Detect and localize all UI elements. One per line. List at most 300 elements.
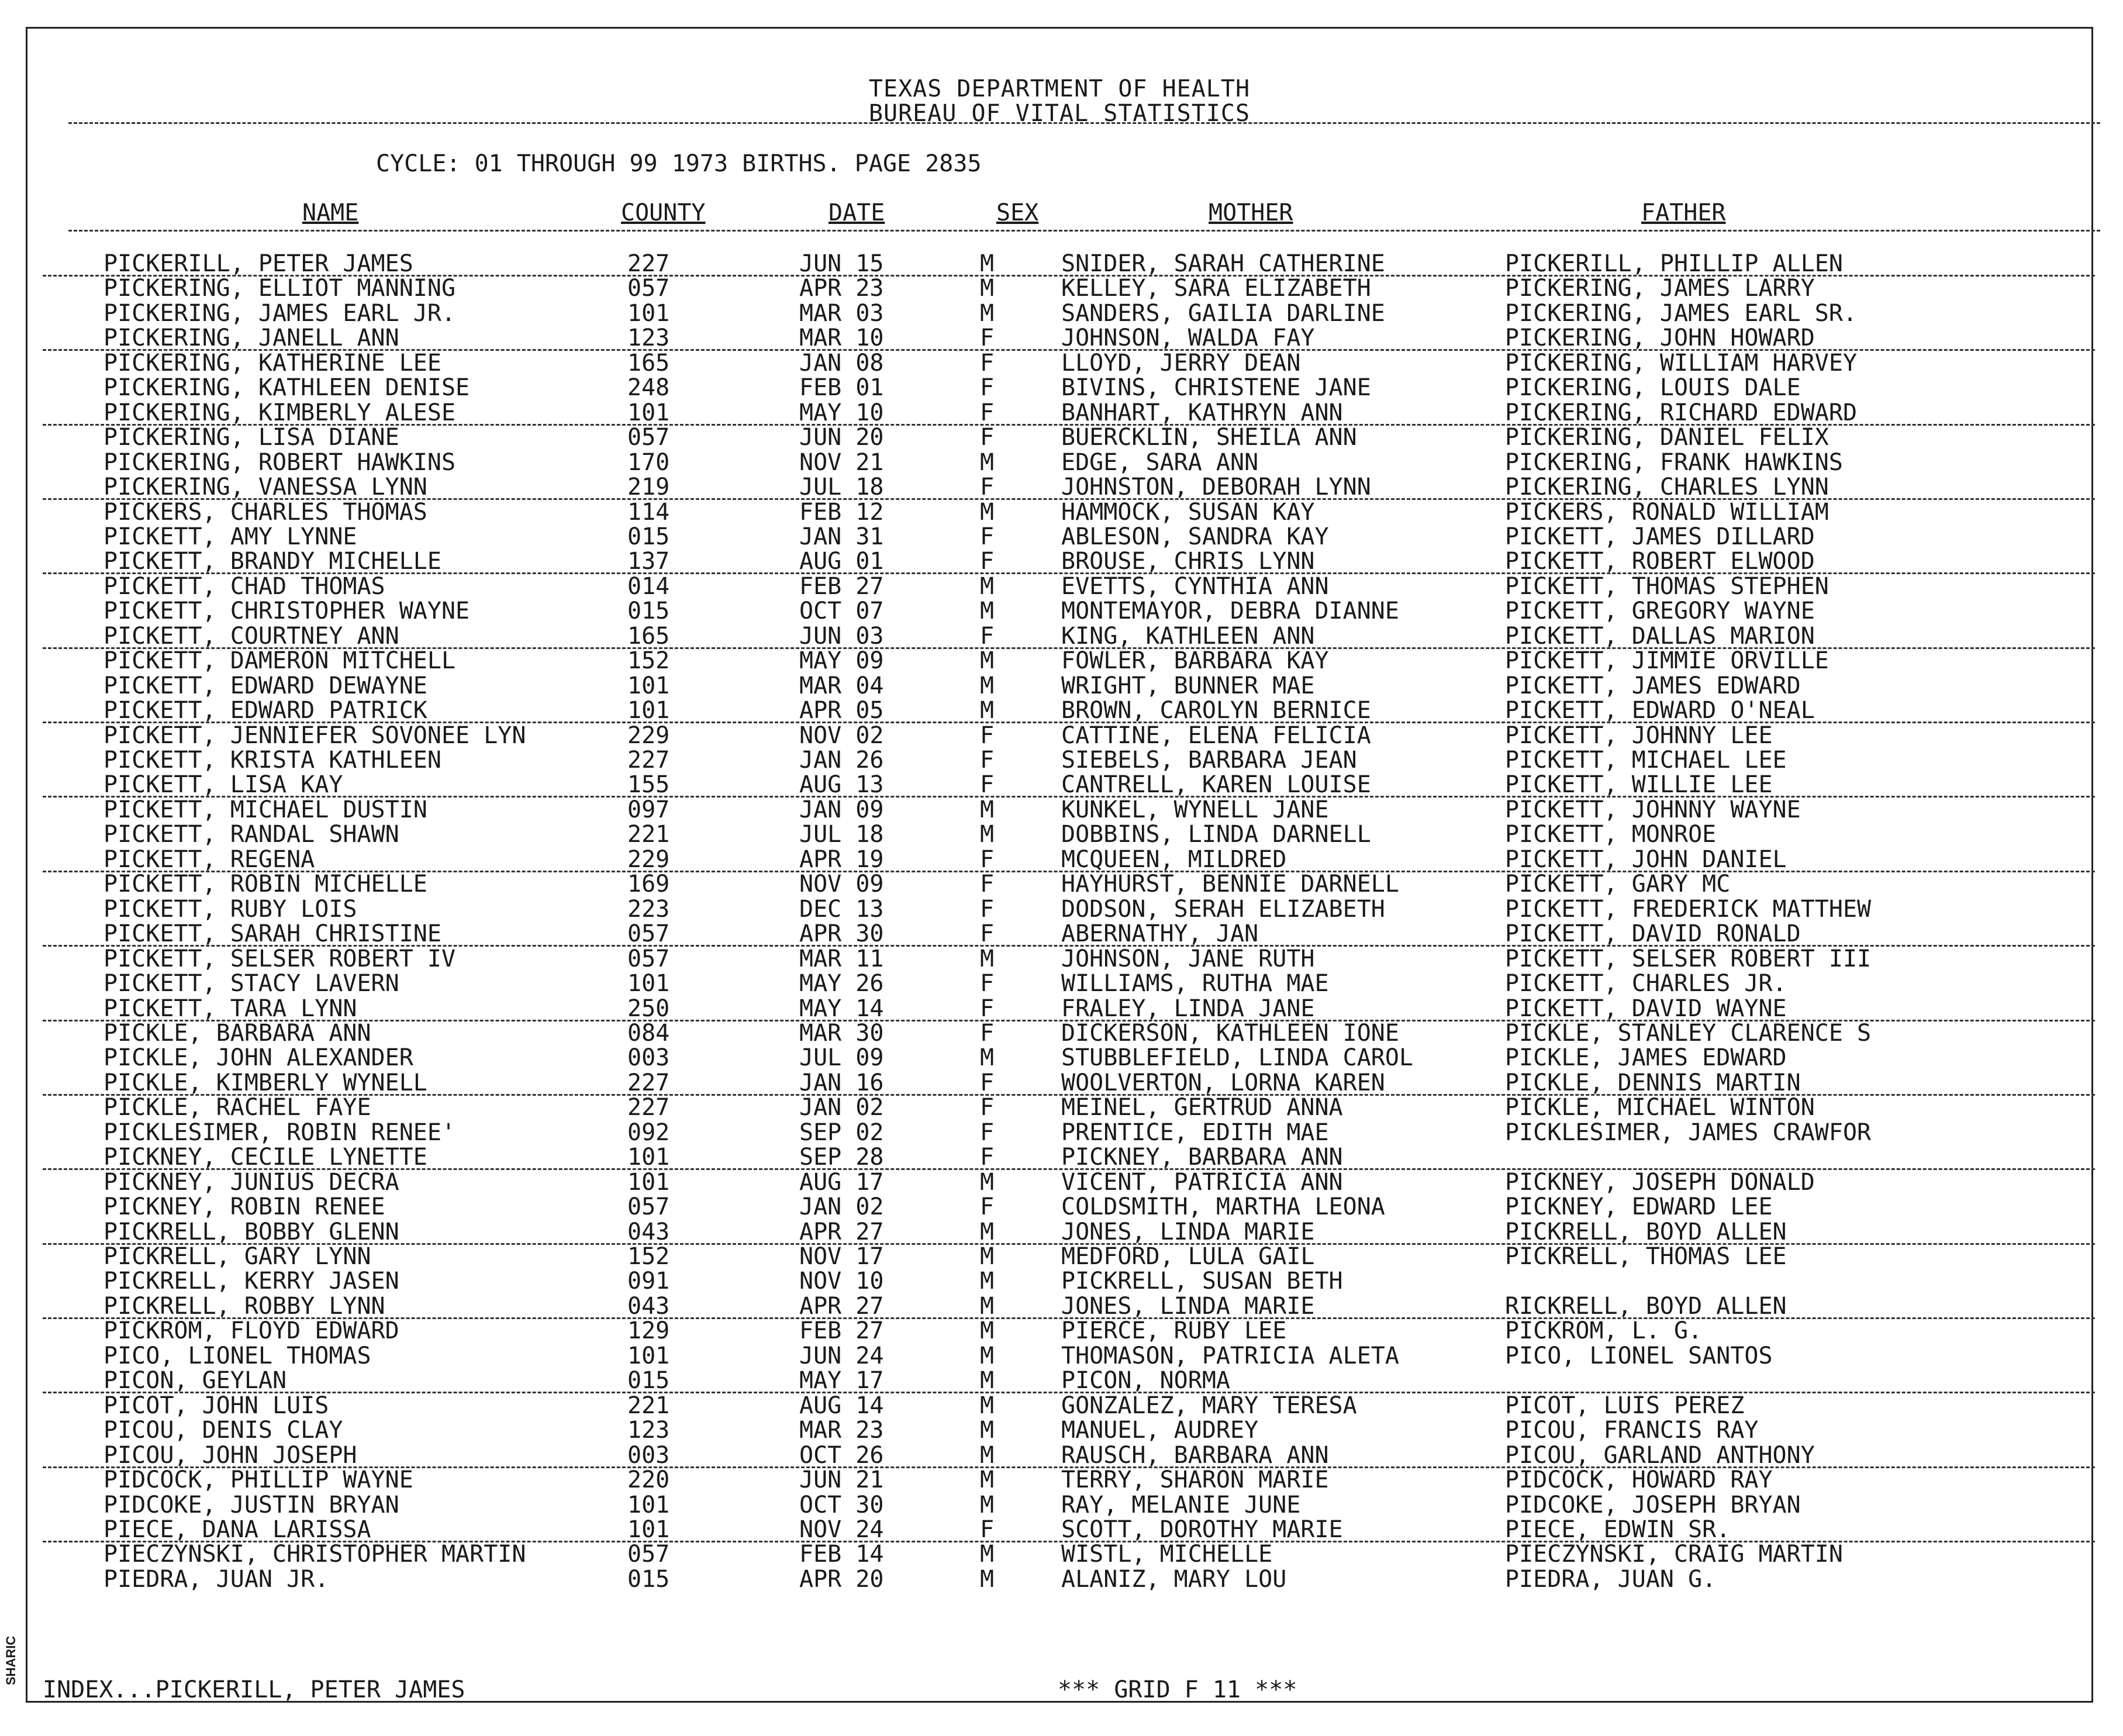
sex-cell: F xyxy=(980,722,995,749)
mother-cell: WRIGHT, BUNNER MAE xyxy=(1061,672,1315,699)
county-cell: 129 xyxy=(627,1317,670,1345)
county-cell: 152 xyxy=(627,647,670,675)
date-cell: FEB 01 xyxy=(799,374,884,402)
father-cell: PICKETT, WILLIE LEE xyxy=(1505,771,1773,799)
mother-cell: DOBBINS, LINDA DARNELL xyxy=(1061,821,1371,848)
county-cell: 221 xyxy=(627,821,670,848)
sex-cell: F xyxy=(980,1193,995,1221)
date-cell: JAN 02 xyxy=(799,1193,884,1221)
sex-cell: M xyxy=(980,1342,995,1369)
father-cell: PICKROM, L. G. xyxy=(1505,1317,1703,1345)
column-header-mother: MOTHER xyxy=(1209,199,1293,226)
father-cell: PICKETT, DAVID WAYNE xyxy=(1505,995,1787,1022)
mother-cell: HAMMOCK, SUSAN KAY xyxy=(1061,498,1315,526)
date-cell: NOV 10 xyxy=(799,1268,884,1295)
mother-cell: JONES, LINDA MARIE xyxy=(1061,1218,1315,1245)
table-row xyxy=(27,351,2095,376)
table-row xyxy=(27,375,2095,401)
county-cell: 137 xyxy=(627,548,670,575)
father-cell: PIECE, EDWIN SR. xyxy=(1505,1516,1731,1543)
mother-cell: ALANIZ, MARY LOU xyxy=(1061,1565,1287,1593)
table-row xyxy=(27,276,2095,301)
mother-cell: RAY, MELANIE JUNE xyxy=(1061,1491,1301,1518)
name-cell: PIECZYNSKI, CHRISTOPHER MARTIN xyxy=(103,1541,526,1568)
sex-cell: M xyxy=(980,1491,995,1518)
table-row xyxy=(27,772,2095,798)
date-cell: APR 30 xyxy=(799,920,884,948)
name-cell: PICKERING, VANESSA LYNN xyxy=(103,474,427,501)
county-cell: 101 xyxy=(627,1516,670,1543)
date-cell: APR 27 xyxy=(799,1292,884,1320)
father-cell: PICKETT, CHARLES JR. xyxy=(1505,970,1787,998)
father-cell: PICKETT, DALLAS MARION xyxy=(1505,622,1815,650)
county-cell: 015 xyxy=(627,523,670,550)
date-cell: JAN 31 xyxy=(799,523,884,550)
mother-cell: BUERCKLIN, SHEILA ANN xyxy=(1061,424,1357,451)
name-cell: PICON, GEYLAN xyxy=(103,1367,287,1395)
date-cell: MAR 23 xyxy=(799,1417,884,1444)
table-row xyxy=(27,1244,2095,1269)
county-cell: 101 xyxy=(627,1168,670,1196)
date-cell: JAN 16 xyxy=(799,1069,884,1096)
table-row xyxy=(27,251,2095,277)
name-cell: PICKETT, AMY LYNNE xyxy=(103,523,357,550)
county-cell: 091 xyxy=(627,1268,670,1295)
sex-cell: F xyxy=(980,995,995,1022)
table-row xyxy=(27,1120,2095,1145)
father-cell: PICKERING, RICHARD EDWARD xyxy=(1505,399,1858,426)
county-cell: 101 xyxy=(627,299,670,327)
table-row xyxy=(27,748,2095,773)
father-cell: PICKETT, MICHAEL LEE xyxy=(1505,747,1787,774)
father-cell: PICKERING, CHARLES LYNN xyxy=(1505,474,1829,501)
father-cell: PICKETT, SELSER ROBERT III xyxy=(1505,945,1872,972)
county-cell: 229 xyxy=(627,722,670,749)
county-cell: 101 xyxy=(627,697,670,724)
father-cell: PICKNEY, EDWARD LEE xyxy=(1505,1193,1773,1221)
county-cell: 123 xyxy=(627,1417,670,1444)
date-cell: FEB 14 xyxy=(799,1541,884,1568)
mother-cell: EDGE, SARA ANN xyxy=(1061,448,1259,476)
document-page xyxy=(26,27,2093,1703)
table-row xyxy=(27,500,2095,525)
sex-cell: M xyxy=(980,1392,995,1419)
table-row xyxy=(27,1443,2095,1468)
father-cell: PICKERING, LOUIS DALE xyxy=(1505,374,1801,402)
sex-cell: M xyxy=(980,250,995,277)
county-cell: 165 xyxy=(627,622,670,650)
name-cell: PICKETT, JENNIEFER SOVONEE LYN xyxy=(103,722,526,749)
date-cell: JAN 08 xyxy=(799,349,884,377)
table-row xyxy=(27,723,2095,748)
county-cell: 101 xyxy=(627,672,670,699)
department-title: TEXAS DEPARTMENT OF HEALTH xyxy=(868,75,1251,102)
sex-cell: M xyxy=(980,821,995,848)
county-cell: 015 xyxy=(627,598,670,625)
father-cell: PICO, LIONEL SANTOS xyxy=(1505,1342,1773,1369)
date-cell: APR 23 xyxy=(799,275,884,302)
bureau-title: BUREAU OF VITAL STATISTICS xyxy=(868,100,1251,127)
father-cell: PICKLE, STANLEY CLARENCE S xyxy=(1505,1019,1872,1047)
table-row xyxy=(27,1517,2095,1542)
date-cell: MAY 17 xyxy=(799,1367,884,1395)
mother-cell: CATTINE, ELENA FELICIA xyxy=(1061,722,1371,749)
sex-cell: M xyxy=(980,275,995,302)
father-cell: PICKETT, JOHN DANIEL xyxy=(1505,845,1787,873)
county-cell: 084 xyxy=(627,1019,670,1047)
name-cell: PIECE, DANA LARISSA xyxy=(103,1516,371,1543)
name-cell: PIDCOKE, JUSTIN BRYAN xyxy=(103,1491,399,1518)
name-cell: PICKRELL, ROBBY LYNN xyxy=(103,1292,385,1320)
county-cell: 227 xyxy=(627,747,670,774)
father-cell: PICKERILL, PHILLIP ALLEN xyxy=(1505,250,1843,277)
name-cell: PICKETT, SELSER ROBERT IV xyxy=(103,945,456,972)
mother-cell: JOHNSON, WALDA FAY xyxy=(1061,325,1315,352)
table-row xyxy=(27,574,2095,599)
name-cell: PICKERING, JAMES EARL JR. xyxy=(103,299,456,327)
name-cell: PICKRELL, KERRY JASEN xyxy=(103,1268,399,1295)
date-cell: FEB 27 xyxy=(799,572,884,600)
sex-cell: F xyxy=(980,424,995,451)
mother-cell: TERRY, SHARON MARIE xyxy=(1061,1466,1329,1494)
mother-cell: SANDERS, GAILIA DARLINE xyxy=(1061,299,1385,327)
father-cell: PICKERING, JAMES EARL SR. xyxy=(1505,299,1858,327)
sex-cell: M xyxy=(980,796,995,823)
name-cell: PICKETT, COURTNEY ANN xyxy=(103,622,399,650)
sex-cell: M xyxy=(980,1466,995,1494)
father-cell: PICKETT, ROBERT ELWOOD xyxy=(1505,548,1815,575)
name-cell: PICKERS, CHARLES THOMAS xyxy=(103,498,427,526)
table-row xyxy=(27,1294,2095,1319)
mother-cell: EVETTS, CYNTHIA ANN xyxy=(1061,572,1329,600)
mother-cell: SNIDER, SARAH CATHERINE xyxy=(1061,250,1385,277)
date-cell: MAY 14 xyxy=(799,995,884,1022)
column-header-name: NAME xyxy=(302,199,359,226)
sex-cell: F xyxy=(980,1069,995,1096)
name-cell: PICKETT, ROBIN MICHELLE xyxy=(103,871,427,898)
father-cell: PICOT, LUIS PEREZ xyxy=(1505,1392,1745,1419)
sex-cell: M xyxy=(980,1565,995,1593)
sex-cell: M xyxy=(980,1541,995,1568)
name-cell: PICKERING, ROBERT HAWKINS xyxy=(103,448,456,476)
sex-cell: F xyxy=(980,895,995,923)
table-row xyxy=(27,922,2095,947)
table-row xyxy=(27,698,2095,723)
father-cell: PICKETT, FREDERICK MATTHEW xyxy=(1505,895,1872,923)
county-cell: 043 xyxy=(627,1218,670,1245)
date-cell: SEP 02 xyxy=(799,1119,884,1146)
mother-cell: FOWLER, BARBARA KAY xyxy=(1061,647,1329,675)
table-row xyxy=(27,1393,2095,1419)
name-cell: PICKERING, JANELL ANN xyxy=(103,325,399,352)
date-cell: DEC 13 xyxy=(799,895,884,923)
date-cell: FEB 12 xyxy=(799,498,884,526)
table-row xyxy=(27,648,2095,674)
table-row xyxy=(27,1170,2095,1195)
table-row xyxy=(27,971,2095,996)
sex-cell: M xyxy=(980,598,995,625)
name-cell: PICOT, JOHN LUIS xyxy=(103,1392,329,1419)
mother-cell: KELLEY, SARA ELIZABETH xyxy=(1061,275,1371,302)
name-cell: PICKETT, EDWARD DEWAYNE xyxy=(103,672,427,699)
table-row xyxy=(27,1021,2095,1046)
table-row xyxy=(27,1418,2095,1443)
mother-cell: GONZALEZ, MARY TERESA xyxy=(1061,1392,1357,1419)
father-cell: PICKERING, DANIEL FELIX xyxy=(1505,424,1829,451)
name-cell: PICOU, JOHN JOSEPH xyxy=(103,1441,357,1469)
name-cell: PICKETT, RUBY LOIS xyxy=(103,895,357,923)
mother-cell: PICKRELL, SUSAN BETH xyxy=(1061,1268,1343,1295)
cycle-line: CYCLE: 01 THROUGH 99 1973 BIRTHS. PAGE 2835 xyxy=(376,150,982,177)
mother-cell: SCOTT, DOROTHY MARIE xyxy=(1061,1516,1343,1543)
name-cell: PICKERING, ELLIOT MANNING xyxy=(103,275,456,302)
mother-cell: PICON, NORMA xyxy=(1061,1367,1230,1395)
date-cell: APR 19 xyxy=(799,845,884,873)
county-cell: 015 xyxy=(627,1565,670,1593)
name-cell: PICKLE, RACHEL FAYE xyxy=(103,1094,371,1121)
county-cell: 097 xyxy=(627,796,670,823)
sex-cell: F xyxy=(980,1144,995,1171)
father-cell: PICKRELL, THOMAS LEE xyxy=(1505,1243,1787,1270)
county-cell: 057 xyxy=(627,945,670,972)
table-row xyxy=(27,624,2095,649)
name-cell: PICOU, DENIS CLAY xyxy=(103,1417,343,1444)
mother-cell: SIEBELS, BARBARA JEAN xyxy=(1061,747,1357,774)
father-cell: RICKRELL, BOYD ALLEN xyxy=(1505,1292,1787,1320)
father-cell: PICOU, GARLAND ANTHONY xyxy=(1505,1441,1815,1469)
table-row xyxy=(27,996,2095,1021)
county-cell: 219 xyxy=(627,474,670,501)
mother-cell: MONTEMAYOR, DEBRA DIANNE xyxy=(1061,598,1399,625)
date-cell: AUG 14 xyxy=(799,1392,884,1419)
date-cell: JUL 09 xyxy=(799,1044,884,1072)
table-row xyxy=(27,1319,2095,1344)
name-cell: PICKLE, JOHN ALEXANDER xyxy=(103,1044,413,1072)
sex-cell: M xyxy=(980,1243,995,1270)
date-cell: JUN 20 xyxy=(799,424,884,451)
mother-cell: BROUSE, CHRIS LYNN xyxy=(1061,548,1315,575)
county-cell: 057 xyxy=(627,920,670,948)
father-cell: PICKLE, DENNIS MARTIN xyxy=(1505,1069,1801,1096)
county-cell: 227 xyxy=(627,1094,670,1121)
mother-cell: MEDFORD, LULA GAIL xyxy=(1061,1243,1315,1270)
date-cell: JUN 24 xyxy=(799,1342,884,1369)
mother-cell: FRALEY, LINDA JANE xyxy=(1061,995,1315,1022)
side-label: SHARIC xyxy=(4,1635,18,1686)
county-cell: 101 xyxy=(627,399,670,426)
county-cell: 170 xyxy=(627,448,670,476)
date-cell: SEP 28 xyxy=(799,1144,884,1171)
date-cell: JAN 26 xyxy=(799,747,884,774)
name-cell: PICKETT, CHAD THOMAS xyxy=(103,572,385,600)
mother-cell: MEINEL, GERTRUD ANNA xyxy=(1061,1094,1343,1121)
sex-cell: F xyxy=(980,325,995,352)
sex-cell: M xyxy=(980,1417,995,1444)
county-cell: 057 xyxy=(627,1193,670,1221)
date-cell: JUL 18 xyxy=(799,821,884,848)
county-cell: 101 xyxy=(627,1144,670,1171)
date-cell: JAN 09 xyxy=(799,796,884,823)
date-cell: NOV 21 xyxy=(799,448,884,476)
name-cell: PICKRELL, GARY LYNN xyxy=(103,1243,371,1270)
county-cell: 227 xyxy=(627,250,670,277)
county-cell: 169 xyxy=(627,871,670,898)
table-row xyxy=(27,872,2095,897)
date-cell: JAN 02 xyxy=(799,1094,884,1121)
father-cell: PICKLE, MICHAEL WINTON xyxy=(1505,1094,1815,1121)
mother-cell: CANTRELL, KAREN LOUISE xyxy=(1061,771,1371,799)
sex-cell: M xyxy=(980,1168,995,1196)
county-cell: 229 xyxy=(627,845,670,873)
county-cell: 101 xyxy=(627,970,670,998)
table-row xyxy=(27,1045,2095,1071)
date-cell: APR 27 xyxy=(799,1218,884,1245)
table-row xyxy=(27,326,2095,351)
date-cell: NOV 09 xyxy=(799,871,884,898)
mother-cell: JOHNSTON, DEBORAH LYNN xyxy=(1061,474,1371,501)
table-row xyxy=(27,1344,2095,1369)
mother-cell: ABLESON, SANDRA KAY xyxy=(1061,523,1329,550)
date-cell: JUN 15 xyxy=(799,250,884,277)
mother-cell: COLDSMITH, MARTHA LEONA xyxy=(1061,1193,1385,1221)
mother-cell: RAUSCH, BARBARA ANN xyxy=(1061,1441,1329,1469)
mother-cell: MANUEL, AUDREY xyxy=(1061,1417,1259,1444)
father-cell: PICKLESIMER, JAMES CRAWFOR xyxy=(1505,1119,1872,1146)
county-cell: 123 xyxy=(627,325,670,352)
father-cell: PICKETT, JOHNNY LEE xyxy=(1505,722,1773,749)
father-cell: PICKETT, JOHNNY WAYNE xyxy=(1505,796,1801,823)
sex-cell: M xyxy=(980,1218,995,1245)
name-cell: PICKETT, RANDAL SHAWN xyxy=(103,821,399,848)
date-cell: NOV 02 xyxy=(799,722,884,749)
father-cell: PICKETT, JIMMIE ORVILLE xyxy=(1505,647,1829,675)
county-cell: 227 xyxy=(627,1069,670,1096)
sex-cell: F xyxy=(980,349,995,377)
name-cell: PICKETT, DAMERON MITCHELL xyxy=(103,647,456,675)
mother-cell: STUBBLEFIELD, LINDA CAROL xyxy=(1061,1044,1414,1072)
mother-cell: JONES, LINDA MARIE xyxy=(1061,1292,1315,1320)
county-cell: 250 xyxy=(627,995,670,1022)
sex-cell: M xyxy=(980,1367,995,1395)
sex-cell: M xyxy=(980,945,995,972)
mother-cell: DICKERSON, KATHLEEN IONE xyxy=(1061,1019,1399,1047)
name-cell: PICKLE, KIMBERLY WYNELL xyxy=(103,1069,427,1096)
index-footer: INDEX...PICKERILL, PETER JAMES xyxy=(43,1676,465,1703)
name-cell: PICKERING, KATHLEEN DENISE xyxy=(103,374,470,402)
father-cell: PICOU, FRANCIS RAY xyxy=(1505,1417,1759,1444)
table-row xyxy=(27,1468,2095,1493)
sex-cell: M xyxy=(980,1292,995,1320)
father-cell: PICKETT, EDWARD O'NEAL xyxy=(1505,697,1815,724)
father-cell: PICKERING, FRANK HAWKINS xyxy=(1505,448,1843,476)
county-cell: 057 xyxy=(627,1541,670,1568)
name-cell: PICO, LIONEL THOMAS xyxy=(103,1342,371,1369)
mother-cell: PRENTICE, EDITH MAE xyxy=(1061,1119,1329,1146)
county-cell: 057 xyxy=(627,275,670,302)
date-cell: MAY 10 xyxy=(799,399,884,426)
date-cell: MAR 10 xyxy=(799,325,884,352)
date-cell: AUG 13 xyxy=(799,771,884,799)
sex-cell: F xyxy=(980,399,995,426)
column-header-county: COUNTY xyxy=(621,199,706,226)
table-row xyxy=(27,549,2095,574)
sex-cell: M xyxy=(980,1268,995,1295)
county-cell: 101 xyxy=(627,1342,670,1369)
name-cell: PICKETT, EDWARD PATRICK xyxy=(103,697,427,724)
county-cell: 092 xyxy=(627,1119,670,1146)
father-cell: PICKETT, JAMES DILLARD xyxy=(1505,523,1815,550)
mother-cell: PICKNEY, BARBARA ANN xyxy=(1061,1144,1343,1171)
mother-cell: PIERCE, RUBY LEE xyxy=(1061,1317,1287,1345)
date-cell: JUN 03 xyxy=(799,622,884,650)
name-cell: PICKETT, LISA KAY xyxy=(103,771,343,799)
table-row xyxy=(27,425,2095,450)
date-cell: MAR 11 xyxy=(799,945,884,972)
mother-cell: THOMASON, PATRICIA ALETA xyxy=(1061,1342,1399,1369)
name-cell: PICKETT, KRISTA KATHLEEN xyxy=(103,747,441,774)
county-cell: 165 xyxy=(627,349,670,377)
table-row xyxy=(27,1542,2095,1567)
table-row xyxy=(27,847,2095,872)
name-cell: PICKERING, LISA DIANE xyxy=(103,424,399,451)
name-cell: PICKETT, BRANDY MICHELLE xyxy=(103,548,441,575)
sex-cell: F xyxy=(980,1094,995,1121)
date-cell: MAY 26 xyxy=(799,970,884,998)
name-cell: PICKLE, BARBARA ANN xyxy=(103,1019,371,1047)
county-cell: 015 xyxy=(627,1367,670,1395)
date-cell: JUN 21 xyxy=(799,1466,884,1494)
name-cell: PICKETT, TARA LYNN xyxy=(103,995,357,1022)
sex-cell: F xyxy=(980,920,995,948)
mother-cell: KUNKEL, WYNELL JANE xyxy=(1061,796,1329,823)
table-row xyxy=(27,897,2095,922)
date-cell: NOV 24 xyxy=(799,1516,884,1543)
sex-cell: F xyxy=(980,622,995,650)
name-cell: PICKNEY, ROBIN RENEE xyxy=(103,1193,385,1221)
name-cell: PIEDRA, JUAN JR. xyxy=(103,1565,329,1593)
column-header-father: FATHER xyxy=(1641,199,1726,226)
father-cell: PICKETT, THOMAS STEPHEN xyxy=(1505,572,1829,600)
sex-cell: F xyxy=(980,523,995,550)
mother-cell: ABERNATHY, JAN xyxy=(1061,920,1259,948)
table-row xyxy=(27,1095,2095,1120)
table-row xyxy=(27,1220,2095,1245)
sex-cell: M xyxy=(980,448,995,476)
table-row xyxy=(27,524,2095,550)
table-row xyxy=(27,1071,2095,1096)
table-row xyxy=(27,599,2095,624)
mother-cell: BANHART, KATHRYN ANN xyxy=(1061,399,1343,426)
table-row xyxy=(27,1493,2095,1518)
sex-cell: M xyxy=(980,697,995,724)
father-cell: PICKETT, DAVID RONALD xyxy=(1505,920,1801,948)
date-cell: OCT 30 xyxy=(799,1491,884,1518)
father-cell: PICKETT, GREGORY WAYNE xyxy=(1505,598,1815,625)
county-cell: 221 xyxy=(627,1392,670,1419)
table-row xyxy=(27,947,2095,972)
county-cell: 101 xyxy=(627,1491,670,1518)
county-cell: 014 xyxy=(627,572,670,600)
name-cell: PICKERING, KIMBERLY ALESE xyxy=(103,399,456,426)
county-cell: 114 xyxy=(627,498,670,526)
father-cell: PIEDRA, JUAN G. xyxy=(1505,1565,1717,1593)
mother-cell: LLOYD, JERRY DEAN xyxy=(1061,349,1301,377)
county-cell: 003 xyxy=(627,1441,670,1469)
date-cell: JUL 18 xyxy=(799,474,884,501)
county-cell: 152 xyxy=(627,1243,670,1270)
father-cell: PICKRELL, BOYD ALLEN xyxy=(1505,1218,1787,1245)
name-cell: PICKNEY, JUNIUS DECRA xyxy=(103,1168,399,1196)
